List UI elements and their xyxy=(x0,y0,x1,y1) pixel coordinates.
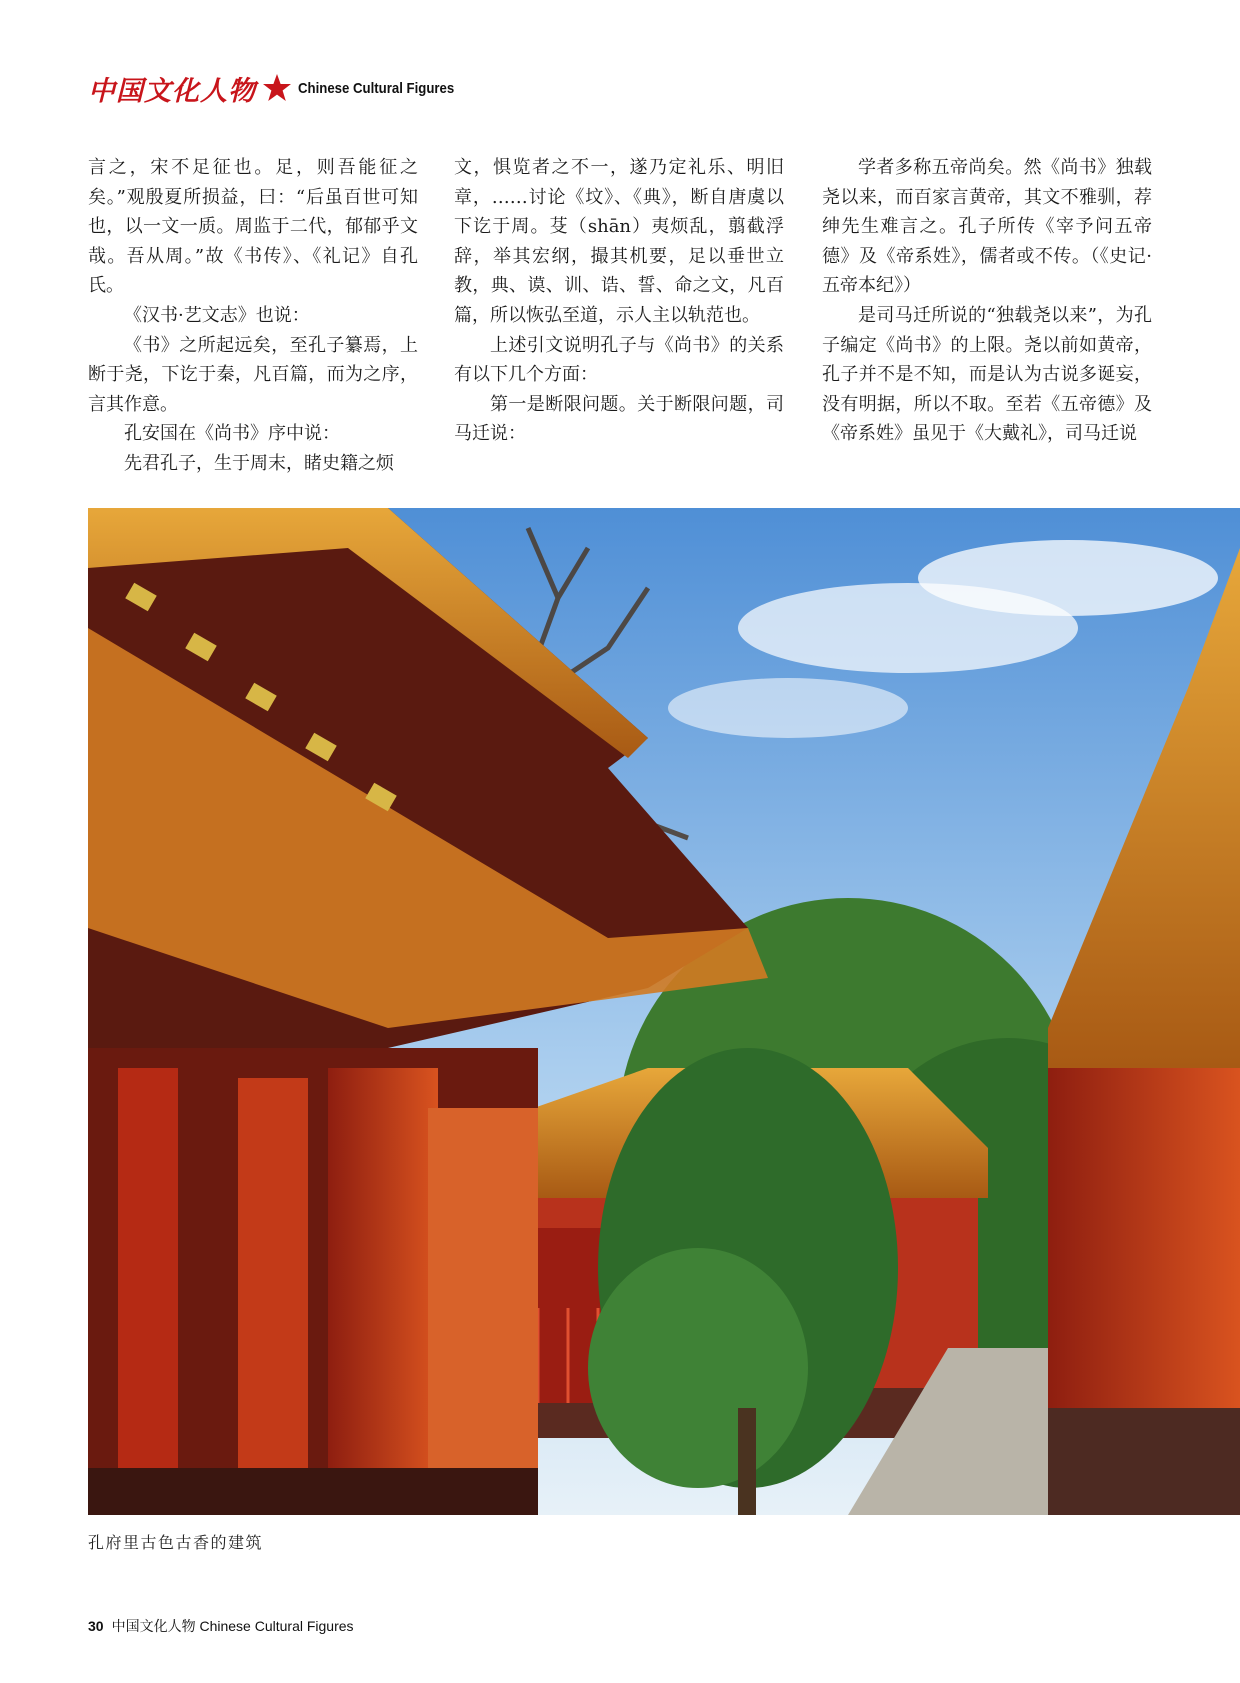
page-footer xyxy=(88,1616,354,1636)
quoted-paragraph: 先君孔子，生于周末，睹史籍之烦 xyxy=(124,452,394,474)
photo-confucius-mansion xyxy=(88,508,1240,1515)
text-column-2 xyxy=(454,153,784,449)
paragraph: 第一是断限问题。关于断限问题，司马迁说： xyxy=(454,393,784,445)
paragraph: 孔安国在《尚书》序中说： xyxy=(124,423,340,445)
article-body xyxy=(88,153,1152,474)
quoted-paragraph: 《书》之所起远矣，至孔子纂焉，上断于尧，下讫于秦，凡百篇，而为之序，言其作意。 xyxy=(88,334,418,415)
quoted-paragraph: 学者多称五帝尚矣。然《尚书》独载尧以来，而百家言黄帝，其文不雅驯，荐绅先生难言之。孔子所传《宰予问五帝德》及《帝系姓》，儒者或不传。（《史记·五帝本纪》） xyxy=(822,157,1152,297)
magazine-title-en: Chinese Cultural Figures xyxy=(298,79,455,97)
paragraph: 《汉书·艺文志》也说： xyxy=(124,304,310,326)
paragraph: 言之，宋不足征也。足，则吾能征之矣。”观殷夏所损益，曰：“后虽百世可知也，以一文一质。周监于二代，郁郁乎文哉。吾从周。”故《书传》、《礼记》自孔氏。 xyxy=(88,157,418,297)
star-icon xyxy=(262,73,292,103)
magazine-title-cn: 中国文化人物 xyxy=(88,75,256,107)
masthead xyxy=(88,70,476,106)
text-column-1 xyxy=(88,153,418,479)
quoted-paragraph: 文，惧览者之不一，遂乃定礼乐、明旧章，……讨论《坟》、《典》，断自唐虞以下讫于周。芟（shān）夷烦乱，翦截浮辞，举其宏纲，撮其机要，足以垂世立教，典、谟、训、诰、誓、命之文，凡百篇，所以恢弘至道，示人主以轨范也。 xyxy=(454,157,784,326)
footer-publication: 中国文化人物 Chinese Cultural Figures xyxy=(111,1618,354,1634)
paragraph: 上述引文说明孔子与《尚书》的关系有以下几个方面： xyxy=(454,334,784,386)
photo-illustration xyxy=(88,508,1240,1515)
paragraph: 是司马迁所说的“独载尧以来”，为孔子编定《尚书》的上限。尧以前如黄帝，孔子并不是不知，而是认为古说多诞妄，没有明据，所以不取。至若《五帝德》及《帝系姓》虽见于《大戴礼》，司马迁说 xyxy=(822,304,1152,445)
text-column-3 xyxy=(822,153,1152,449)
photo-caption: 孔府里古色古香的建筑 xyxy=(88,1533,264,1552)
page-number: 30 xyxy=(88,1618,104,1634)
